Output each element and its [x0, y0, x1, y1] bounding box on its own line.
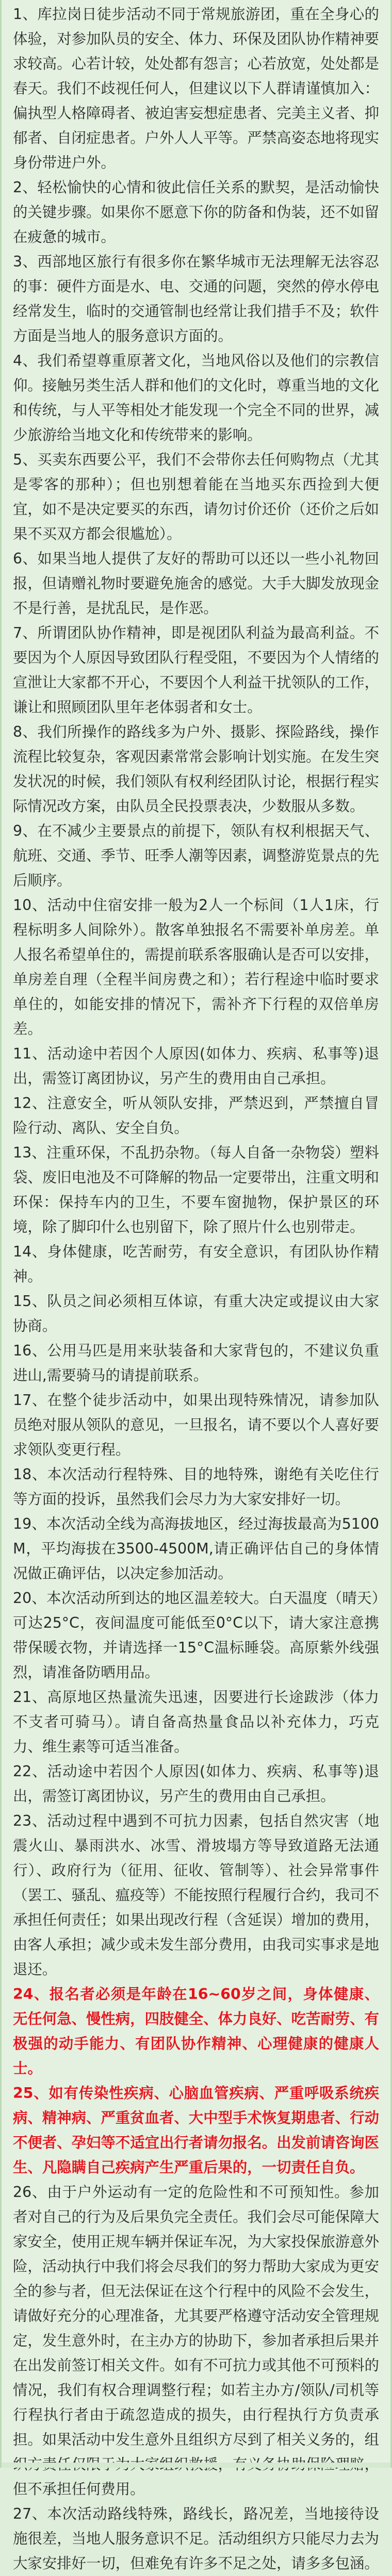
- clause-20: 20、本次活动所到达的地区温差较大。白天温度（晴天）可达25°C，夜间温度可能低至0°C以下，请大家注意携带保暖衣物，并请选择一15°C温标睡袋。高原紫外线强烈，请准备防晒用品。: [13, 1590, 379, 1681]
- clause-23: 23、活动过程中遇到不可抗力因素，包括自然灾害（地震火山、暴雨洪水、冰雪、滑坡塌方等导致道路无法通行）、政府行为（征用、征收、管制等）、社会异常事件（罢工、骚乱、瘟疫等）不能按照行程履行合约，我司不承担任何责任；如果出现改行程（含延误）增加的费用，由客人承担；减少或未发生部分费用，由我司实事求是地退还。: [13, 1812, 379, 1978]
- clause-26: 26、由于户外运动有一定的危险性和不可预知性。参加者对自己的行为及后果负完全责任。我们会尽可能保障大家安全，使用正规车辆并保证车况，为大家投保旅游意外险，活动执行中我们将会尽我们的努力帮助大家成为更安全的参与者，但无法保证在这个行程中的风险不会发生，请做好充分的心理准备，尤其要严格遵守活动安全管理规定，发生意外时，在主办方的协助下，参加者承担后果并在出发前签订相关文件。如有不可抗力或其他不可预料的情况，我们有权合理调整行程；如若主办方/领队/司机等行程执行者由于疏忽造成的损失，由行程执行方负责承担。如果活动中发生意外且组织方尽到了相关义务的，组 但不承担任何费用。: [13, 2184, 379, 2498]
- clause-14: 14、身体健康，吃苦耐劳，有安全意识，有团队协作精神。: [13, 1243, 379, 1285]
- clause-6: 6、如果当地人提供了友好的帮助可以还以一些小礼物回报，但请赠礼物时要避免施舍的感觉。大手大脚发放现金不是行善，是扰乱民，是作恶。: [13, 550, 379, 617]
- clause-1: 1、库拉岗日徒步活动不同于常规旅游团，重在全身心的体验，对参加队员的安全、体力、环保及团队协作精神要求较高。心若计较，处处都有怨言；心若放宽，处处都是春天。我们不歧视任何人，但建议以下人群请谨慎加入：偏执型人格障碍者、被迫害妄想症患者、完美主义者、抑郁者、自闭症患者。户外人人平等。严禁高姿态地将现实身份带进户外。: [13, 6, 379, 171]
- clause-10: 10、活动中住宿安排一般为2人一个标间（1人1床，行程标明多人间除外）。散客单独报名不需要补单房差。单人报名希望单住的，需提前联系客服确认是否可以安排，单房差自理（全程半间房费之和）；若行程途中临时要求单住的，如能安排的情况下，需补齐下行程的双倍单房差。: [13, 897, 379, 1037]
- clause-16: 16、公用马匹是用来驮装备和大家背包的，不建议负重进山,需要骑马的请提前联系。: [13, 1342, 379, 1384]
- clause-9: 9、在不减少主要景点的前提下，领队有权利根据天气、航班、交通、季节、旺季人潮等因素，调整游览景点的先后顺序。: [13, 822, 379, 889]
- clause-5: 5、买卖东西要公平，我们不会带你去任何购物点（尤其是零客的那种）；但也别想着能在当地买东西捡到大便宜，如不是决定要买的东西，请勿讨价还价（还价之后如果不买双方都会很尴尬）。: [13, 451, 379, 542]
- clause-22: 22、活动途中若因个人原因(如体力、疾病、私事等)退出，需签订离团协议，另产生的费用由自己承担。: [13, 1763, 379, 1805]
- clause-18: 18、本次活动行程特殊、目的地特殊，谢绝有关吃住行等方面的投诉，虽然我们会尽力为大家安排好一切。: [13, 1466, 379, 1508]
- clause-13: 13、注重环保，不乱扔杂物。（每人自备一杂物袋）塑料袋、废旧电池及不可降解的物品一定要带出，注重文明和环保：保持车内的卫生，不要车窗抛物，保护景区的环境，除了脚印什么也别留下，除了照片什么也别带走。: [13, 1144, 379, 1235]
- clause-21: 21、高原地区热量流失迅速，因要进行长途跋涉（体力不支者可骑马）。请自备高热量食品以补充体力，巧克力、维生素等可适当准备。: [13, 1689, 379, 1755]
- bottom-border: [2, 2463, 390, 2468]
- clause-15: 15、队员之间必须相互体谅，有重大决定或提议由大家协商。: [13, 1293, 379, 1334]
- clause-2: 2、轻松愉快的心情和彼此信任关系的默契，是活动愉快的关键步骤。如果你不愿意下你的防备和伪装，还不如留在疲惫的城市。: [13, 179, 379, 245]
- clause-19: 19、本次活动全线为高海拔地区，经过海拔最高为5100M，平均海拔在3500-4500M,请正确评估自己的身体情况做正确评估，以决定参加活动。: [13, 1515, 379, 1582]
- clause-8: 8、我们所操作的路线多为户外、摄影、探险路线，操作流程比较复杂，客观因素常常会影响计划实施。在发生突发状况的时候，我们领队有权利经团队讨论，根据行程实际情况改方案，由队员全民投票表决，少数服从多数。: [13, 723, 379, 815]
- clause-24-highlighted: 24、报名者必须是年龄在16~60岁之间，身体健康、无任何急、慢性病，四肢健全、体力良好、吃苦耐劳、有极强的动手能力、有团队协作精神、心理健康的健康人士。: [13, 1986, 379, 2077]
- clause-12: 12、注意安全，听从领队安排，严禁迟到，严禁擅自冒险行动、离队、安全自负。: [13, 1095, 379, 1136]
- clause-17: 17、在整个徒步活动中，如果出现特殊情况，请参加队员绝对服从领队的意见，一旦报名，请不要以个人喜好要求领队变更行程。: [13, 1392, 379, 1458]
- clause-25-highlighted: 25、如有传染性疾病、心脑血管疾病、严重呼吸系统疾病、精神病、严重贫血者、大中型手术恢复期患者、行动不便者、孕妇等不适宜出行者请勿报名。出发前请咨询医生、凡隐瞒自己疾病产生严重后果的，一切责任自负。: [13, 2085, 379, 2176]
- clause-3: 3、西部地区旅行有很多你在繁华城市无法理解无法容忍的事：硬件方面是水、电、交通的问题，突然的停水停电经常发生，临时的交通管制也经常让我们措手不及；软件方面是当地人的服务意识方面的。: [13, 253, 379, 344]
- clause-7: 7、所谓团队协作精神，即是视团队利益为最高利益。不要因为个人原因导致团队行程受阻，不要因为个人情绪的宣泄让大家都不开心，不要因个人利益干扰领队的工作，谦让和照顾团队里年老体弱者和女士。: [13, 624, 379, 716]
- clause-11: 11、活动途中若因个人原因(如体力、疾病、私事等)退出，需签订离团协议，另产生的费用由自己承担。: [13, 1045, 379, 1087]
- clause-27: 27、本次活动路线特殊，路线长，路况差，当地接待设施很差，当地人服务意识不足。活动组织方只能尽力去为大家安排好一切，但难免有许多不足之处，请多多包涵。: [13, 2505, 379, 2572]
- clause-4: 4、我们希望尊重原著文化，当地风俗以及他们的宗教信仰。接触另类生活人群和他们的文化时，尊重当地的文化和传统，与人平等相处才能发现一个完全不同的世界，减少旅游给当地文化和传统带来的影响。: [13, 352, 379, 443]
